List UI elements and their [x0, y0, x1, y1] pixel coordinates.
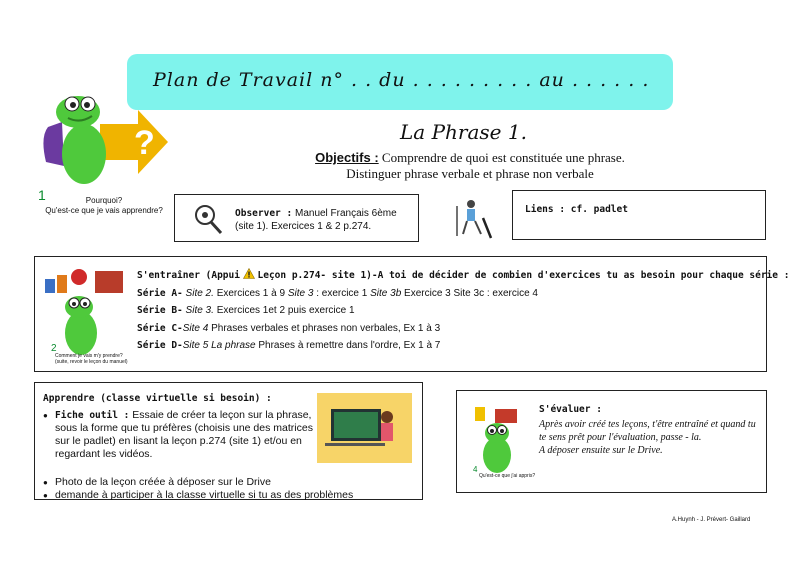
- practice-content: [137, 267, 790, 355]
- observer-text: [235, 207, 415, 233]
- page-title: Plan de Travail n° . . du . . . . . . . . . au . . . . . .: [153, 69, 650, 91]
- magnifier-mascot-icon: [189, 201, 227, 237]
- learn-heading: Apprendre (classe virtuelle si besoin) :: [43, 393, 272, 404]
- serie-label: Série C-: [137, 322, 183, 334]
- list-item: ● demande à participer à la classe virtuelle si tu as des problèmes: [43, 489, 418, 502]
- list-item: ● Photo de la leçon créée à déposer sur le Drive: [43, 476, 418, 489]
- observer-box: [174, 194, 419, 242]
- question-mark-icon: ?: [134, 124, 155, 162]
- site-link: Site 3b: [370, 287, 402, 299]
- serie-d: [137, 337, 765, 355]
- objectives: [270, 150, 670, 182]
- title-banner: [127, 54, 673, 110]
- evaluate-body: A déposer ensuite sur le Drive.: [539, 445, 663, 456]
- objective-2: Distinguer phrase verbale et phrase non verbale: [346, 166, 594, 181]
- learn-box: [34, 382, 423, 500]
- heading-pre: S'entraîner (Appui: [137, 270, 240, 281]
- serie-label: Série D-: [137, 340, 183, 351]
- step-number: 2: [51, 343, 57, 354]
- caption-line: Qu'est-ce que je vais apprendre?: [45, 206, 163, 215]
- practice-box: [34, 256, 790, 372]
- list-item: [43, 409, 315, 461]
- links-label[interactable]: Liens : cf. padlet: [525, 204, 628, 215]
- item-label: Fiche outil :: [55, 410, 130, 421]
- observer-body: Manuel Français 6ème (site 1). Exercices 1 & 2 p.274.: [235, 208, 397, 232]
- backpack-icon: [43, 122, 64, 166]
- site-link: Site 5 La phrase: [182, 340, 256, 351]
- serie-text: Phrases à remettre dans l'ordre, Ex 1 à 7: [258, 340, 441, 351]
- serie-text: Exercices 1et 2 puis exercice 1: [216, 305, 355, 316]
- trophy-icon: [475, 407, 485, 421]
- learn-list-continued: [43, 476, 418, 502]
- warning-icon: [243, 268, 255, 279]
- hiker-icon: [447, 196, 493, 240]
- links-box: [512, 190, 766, 240]
- objectives-label: Objectifs :: [315, 150, 379, 165]
- footer-credit: A.Huynh - J. Prévert- Gaillard: [672, 517, 751, 523]
- serie-text: Exercices 1 à 9: [216, 287, 286, 299]
- objective-1: Comprendre de quoi est constituée une phrase.: [381, 150, 625, 165]
- site-link: Site 2.: [185, 287, 214, 299]
- evaluate-body: Après avoir créé tes leçons, t'être entraîné et quand tu te sens prêt pour l'évaluation, passe - la.: [539, 419, 756, 443]
- serie-label: Série B-: [137, 305, 183, 316]
- serie-b: [137, 302, 765, 320]
- evaluate-label: S'évaluer :: [539, 404, 602, 415]
- mascot-question-illustration: [38, 92, 170, 194]
- item-text: Essaie de créer ta leçon sur la phrase, sous la forme que tu préfères (choisis une des matrices sur le padlet) en lisant la leçon p.274 (site 1) et/ou en regardant les vidéos.: [55, 409, 313, 460]
- serie-text: : exercice 1: [316, 287, 368, 299]
- step-number: 1: [38, 187, 46, 203]
- step-number: 4: [473, 465, 478, 474]
- observer-label: Observer :: [235, 208, 293, 219]
- virtual-class-illustration: [317, 393, 412, 463]
- serie-c: [137, 320, 765, 338]
- step2-caption: Comment je vais m'y prendre? (suite, revoir le leçon du manuel): [55, 353, 128, 365]
- book-icon: [95, 271, 123, 293]
- serie-a: [137, 285, 765, 303]
- serie-label: Série A-: [137, 287, 183, 299]
- step1-caption: [34, 187, 174, 216]
- heading-post: Leçon p.274- site 1)-A toi de décider de combien d'exercices tu as besoin pour chaque série :: [257, 270, 790, 281]
- apple-icon: [71, 269, 87, 285]
- caption-line: Pourquoi?: [85, 196, 123, 205]
- serie-text: Exercice 3 Site 3c : exercice 4: [404, 287, 538, 299]
- evaluate-text: [539, 403, 761, 457]
- serie-text: Phrases verbales et phrases non verbales, Ex 1 à 3: [211, 322, 441, 334]
- site-link: Site 3: [287, 287, 314, 299]
- step4-caption: Qu'est-ce que j'ai appris?: [479, 473, 536, 479]
- lesson-title: La Phrase 1.: [400, 120, 527, 144]
- learn-list: [43, 409, 315, 461]
- site-link: Site 4: [182, 322, 209, 334]
- practice-heading: [137, 267, 790, 285]
- evaluate-box: [456, 390, 767, 493]
- site-link: Site 3.: [185, 305, 214, 316]
